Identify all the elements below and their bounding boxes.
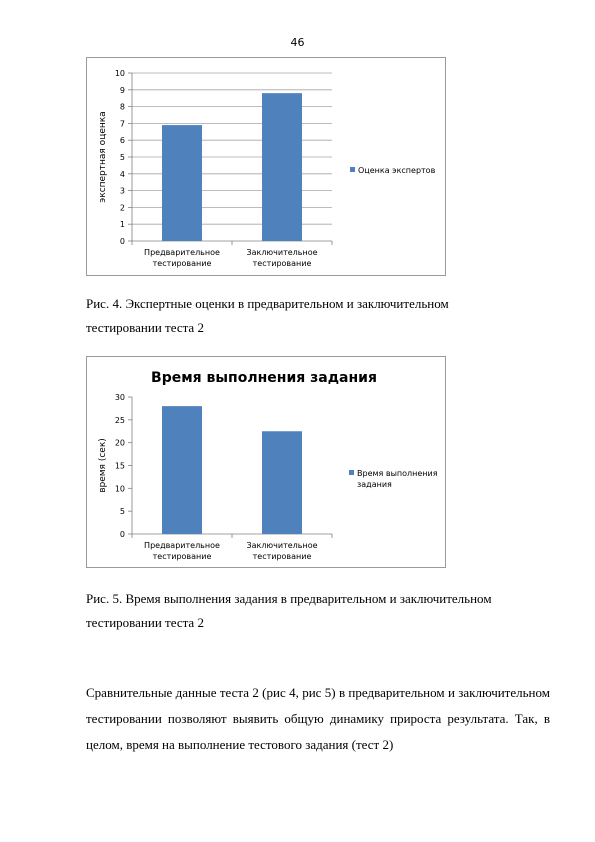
y-tick-label: 9 (119, 85, 125, 95)
task-time-chart (86, 356, 446, 568)
y-tick-label: 1 (119, 220, 125, 230)
body-paragraph: Сравнительные данные теста 2 (рис 4, рис 5) в предварительном и заключительном тестировании позволяют выявить общую динамику прироста результата. Так, в целом, время на выполнение тестового задания (тест 2) (86, 685, 550, 752)
bar (162, 125, 202, 241)
x-tick-label: Заключительное (246, 248, 318, 257)
y-axis-label: время (сек) (98, 438, 108, 493)
y-tick-label: 7 (119, 119, 125, 129)
expert-scores-chart-svg (87, 58, 445, 275)
bar (262, 93, 302, 241)
x-tick-label: Предварительное (144, 248, 220, 257)
legend-label: задания (357, 480, 392, 489)
expert-scores-chart (86, 57, 446, 276)
x-tick-label: тестирование (252, 259, 312, 268)
y-tick-label: 10 (114, 484, 125, 494)
legend-label: Время выполнения (357, 469, 438, 478)
y-tick-label: 4 (119, 169, 125, 179)
y-axis-label: экспертная оценка (98, 111, 108, 203)
legend-label: Оценка экспертов (358, 166, 436, 175)
y-tick-label: 6 (119, 136, 125, 146)
y-tick-label: 5 (119, 507, 125, 517)
y-tick-label: 3 (119, 186, 125, 196)
y-tick-label: 15 (114, 461, 125, 471)
chart-title: Время выполнения задания (151, 370, 377, 386)
x-tick-label: Заключительное (246, 541, 318, 550)
figure-5-caption (86, 587, 536, 635)
figure-4-caption-line-2: тестировании теста 2 (86, 320, 204, 335)
x-tick-label: тестирование (252, 552, 312, 561)
y-tick-label: 25 (114, 415, 125, 425)
x-tick-label: тестирование (152, 552, 212, 561)
figure-4-caption (86, 292, 536, 340)
y-tick-label: 5 (119, 153, 125, 162)
y-tick-label: 2 (119, 203, 125, 213)
figure-5-caption-line-2: тестировании теста 2 (86, 615, 204, 630)
page-number: 46 (290, 36, 305, 49)
y-tick-label: 30 (114, 393, 125, 402)
y-tick-label: 10 (114, 69, 125, 78)
legend-swatch (349, 470, 354, 475)
x-tick-label: Предварительное (144, 541, 220, 550)
figure-4-caption-line-1: Рис. 4. Экспертные оценки в предварительном и заключительном (86, 296, 449, 311)
legend-swatch (350, 167, 355, 172)
y-tick-label: 0 (119, 530, 125, 539)
y-tick-label: 8 (119, 102, 125, 112)
figure-5-caption-line-1: Рис. 5. Время выполнения задания в предварительном и заключительном (86, 591, 492, 606)
x-tick-label: тестирование (152, 259, 212, 268)
y-tick-label: 20 (114, 438, 125, 448)
task-time-chart-svg (87, 357, 445, 567)
bar (162, 406, 202, 534)
y-tick-label: 0 (119, 237, 125, 246)
bar (262, 431, 302, 534)
